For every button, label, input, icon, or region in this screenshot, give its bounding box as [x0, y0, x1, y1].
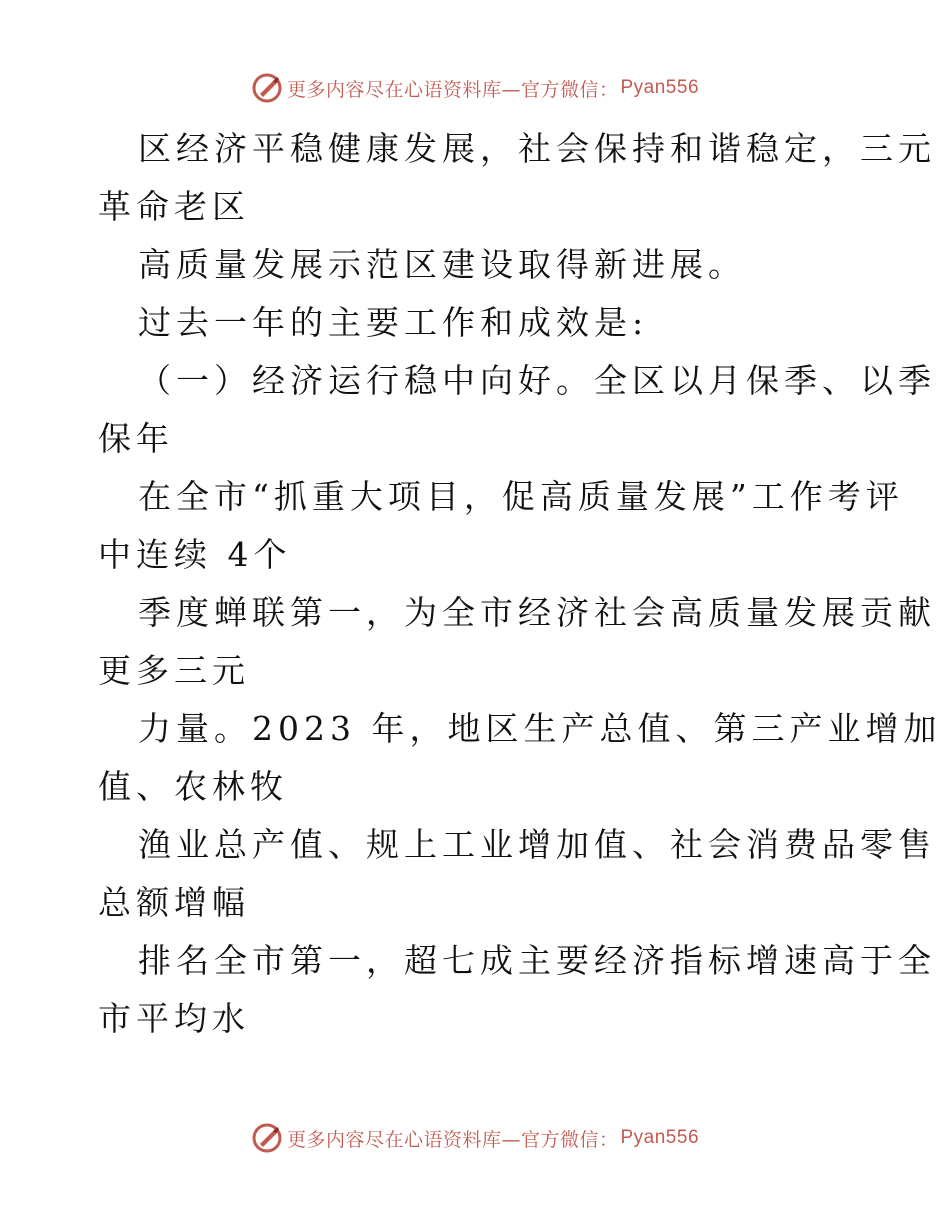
- header-banner-text: 更多内容尽在心语资料库—官方微信：: [286, 78, 619, 101]
- paragraph-2: 高质量发展示范区建设取得新进展。: [138, 245, 746, 284]
- brush-logo-icon: [251, 72, 283, 104]
- header-watermark-banner: [0, 72, 950, 104]
- paragraph-9: 排名全市第一，超七成主要经济指标增速高于全 市平均水: [98, 941, 936, 1038]
- paragraph-3: 过去一年的主要工作和成效是:: [138, 303, 649, 342]
- paragraph-8: 渔业总产值、规上工业增加值、社会消费品零售 总额增幅: [98, 825, 936, 922]
- paragraph-1: 区经济平稳健康发展，社会保持和谐稳定，三元 革命老区: [98, 129, 936, 226]
- paragraph-5: 在全市“抓重大项目，促高质量发展”工作考评 中连续 4个: [98, 477, 904, 574]
- footer-banner-text: 更多内容尽在心语资料库—官方微信：: [286, 1128, 619, 1151]
- document-body: [98, 120, 942, 1048]
- footer-banner-id: Pyan556: [620, 1127, 700, 1148]
- brush-logo-icon: [251, 1122, 283, 1154]
- footer-watermark-banner: [0, 1122, 950, 1154]
- paragraph-4: （一）经济运行稳中向好。全区以月保季、以季 保年: [98, 361, 936, 458]
- paragraph-6: 季度蝉联第一，为全市经济社会高质量发展贡献 更多三元: [98, 593, 936, 690]
- header-banner-id: Pyan556: [620, 77, 700, 98]
- paragraph-7: 力量。2023 年，地区生产总值、第三产业增加 值、农林牧: [98, 709, 942, 806]
